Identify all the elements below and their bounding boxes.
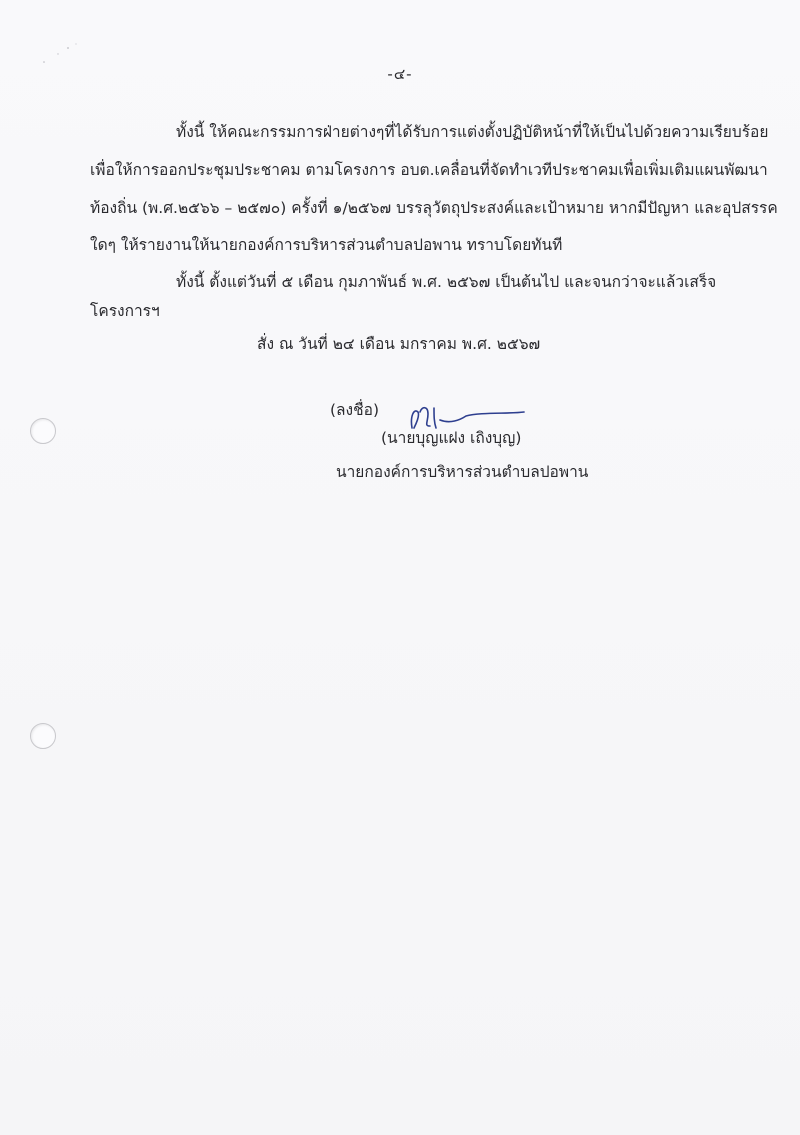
paragraph-1-line-2: เพื่อให้การออกประชุมประชาคม ตามโครงการ อบต.เคลื่อนที่จัดทำเวทีประชาคมเพื่อเพิ่มเติมแผนพัฒนา [90,161,768,179]
punch-hole-bottom [30,723,56,749]
paragraph-1-line-1: ทั้งนี้ ให้คณะกรรมการฝ่ายต่างๆที่ได้รับการแต่งตั้งปฏิบัติหน้าที่ให้เป็นไปด้วยความเรียบร้อย [176,123,769,141]
signer-name: (นายบุญแฝง เถิงบุญ) [381,429,522,447]
paragraph-1-line-3: ท้องถิ่น (พ.ศ.๒๕๖๖ – ๒๕๗๐) ครั้งที่ ๑/๒๕๖๗ บรรลุวัตถุประสงค์และเป้าหมาย หากมีปัญหา และอุปสรรค [90,199,778,217]
signer-position: นายกองค์การบริหารส่วนตำบลปอพาน [336,463,589,481]
paragraph-1-line-4: ใดๆ ให้รายงานให้นายกองค์การบริหารส่วนตำบลปอพาน ทราบโดยทันที [90,236,563,254]
sign-label: (ลงชื่อ) [330,401,379,419]
page-number: -๔- [387,65,413,83]
paragraph-2-line-2: โครงการฯ [90,302,160,320]
punch-hole-top [30,418,56,444]
paragraph-2-line-1: ทั้งนี้ ตั้งแต่วันที่ ๕ เดือน กุมภาพันธ์ พ.ศ. ๒๕๖๗ เป็นต้นไป และจนกว่าจะแล้วเสร็จ [176,273,717,291]
order-date: สั่ง ณ วันที่ ๒๔ เดือน มกราคม พ.ศ. ๒๕๖๗ [257,335,541,353]
